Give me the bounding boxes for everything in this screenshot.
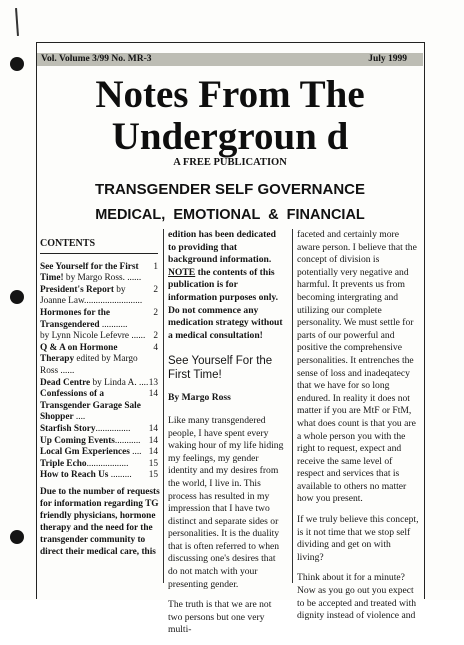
contents-item-page: 2 (153, 307, 158, 318)
article-paragraph: Think about it for a minute? Now as you go out you expect to be accepted and treated with dignity instead of violence and (297, 572, 417, 622)
issue-date: July 1999 (368, 54, 407, 64)
contents-item-leader: by Margo Ross. ...... (63, 273, 142, 284)
contents-item-title: How to Reach Us (40, 470, 109, 481)
contents-item (40, 285, 158, 308)
contents-item (40, 378, 158, 390)
contents-item (40, 459, 158, 471)
contents-item-leader: by Lynn Nicole Lefevre ...... (40, 331, 146, 342)
contents-item-page: 13 (148, 377, 158, 388)
contents-item (40, 262, 158, 285)
contents-item-page: 14 (148, 435, 158, 446)
contents-item-leader: by Linda A. .... (90, 377, 149, 388)
contents-item-title: Up Coming Events (40, 435, 115, 446)
contents-item-title: See Yourself for the First Time! (40, 261, 139, 284)
contents-item-leader: .... (73, 412, 86, 423)
contents-item-leader: ......... (108, 470, 132, 481)
masthead-band (37, 53, 423, 66)
contents-item (40, 308, 158, 331)
contents-item (40, 447, 158, 459)
pen-mark (15, 8, 19, 36)
contents-item-page: 14 (148, 447, 158, 458)
contents-item-page: 2 (153, 284, 158, 295)
newsletter-title-line1: Notes From The (95, 73, 365, 116)
contents-item-leader: ............... (95, 423, 131, 434)
contents-list (40, 262, 158, 482)
tagline: A FREE PUBLICATION (173, 157, 287, 168)
contents-item-leader: by Joanne Law......................... (40, 284, 143, 307)
contents-item (40, 436, 158, 448)
contents-item-leader: edited by Margo Ross ...... (40, 354, 138, 376)
article-title: See Yourself For the First Time! (168, 355, 273, 382)
contents-item (40, 470, 158, 482)
contents-item-title: Local Gm Experiences (40, 447, 130, 458)
binder-hole-top (10, 57, 24, 71)
contents-item-leader: ........... (114, 435, 141, 446)
contents-item-page: 4 (153, 342, 158, 353)
article-column-2 (297, 229, 419, 631)
newsletter-title-line2: Undergroun d (111, 115, 349, 158)
headline-categories: MEDICAL, EMOTIONAL & FINANCIAL (95, 207, 365, 223)
article-paragraph: faceted and certainly more aware person. I believe that the concept of division is potentially very negative and harmful. It prevents us from becoming intergrating and utilizing our complete personality. We must settle for parts of our powerful and positive the comprehensive personalities. It entrenches the sense of loss and inadeqatecy that we have for so long endured. In reality it does not matter if you are MtF or FtM, what does count is that you are a whole person you with the right to request, expect and receive the same level of respect and services that is available to others no matter how you present. (297, 229, 417, 505)
contents-heading: CONTENTS (40, 238, 158, 254)
contents-column (40, 229, 158, 482)
headline-governance: TRANSGENDER SELF GOVERNANCE (94, 181, 366, 198)
contents-item-leader: .... (129, 447, 142, 458)
binder-hole-bottom (10, 530, 24, 544)
intro-note-word: NOTE (168, 266, 196, 278)
article-paragraph: If we truly believe this concept, is it not time that we stop self dividing and get on with living? (297, 514, 419, 563)
contents-item-page: 15 (148, 458, 158, 469)
contents-item-title: Triple Echo (40, 458, 87, 469)
contents-item (40, 343, 158, 378)
editorial-note: Due to the number of requests for information regarding TG friendly physicians, hormone therapy and the need for the transgender community to direct their medical care, this (40, 487, 160, 557)
contents-item (40, 389, 158, 424)
contents-item (40, 424, 158, 436)
intro-paragraph (168, 229, 286, 342)
contents-item-title: Confessions of a Transgender Garage Sale Shopper (40, 389, 141, 423)
contents-item-title: President's Report (40, 284, 114, 295)
contents-item-page: 14 (148, 423, 158, 434)
contents-item-page: 15 (148, 470, 158, 481)
intro-text: edition has been dedicated to providing that background information. (168, 229, 276, 266)
column-divider (163, 229, 164, 583)
contents-item-page: 2 (153, 331, 158, 342)
contents-item-page: 14 (148, 389, 158, 400)
article-paragraph: The truth is that we are not two persons but one very multi- (168, 599, 272, 636)
article-column-1 (168, 229, 286, 645)
contents-item-page: 1 (153, 261, 158, 272)
volume-label: Vol. Volume 3/99 No. MR-3 (41, 54, 152, 64)
column-divider (292, 229, 293, 583)
contents-item (40, 331, 158, 343)
contents-item-leader: ........... (99, 319, 128, 330)
contents-item-title: Starfish Story (40, 423, 96, 434)
intro-text-cont: the contents of this publication is for information purposes only. Do not commence any medication strategy without a medical consultation! (168, 266, 283, 341)
contents-item-title: Dead Centre (40, 377, 91, 388)
article-byline: By Margo Ross (168, 392, 231, 404)
contents-item-title: Q & A on Hormone Therapy (40, 342, 118, 365)
binder-hole-middle (10, 290, 24, 304)
contents-item-leader: .................. (86, 458, 129, 469)
article-paragraph: Like many transgendered people, I have spent every waking hour of my life hiding my feelings, my gender identity and my desires from the world, I live in. This process has resulted in my impression that I have two distinct and separate sides or personalities. It is the duality that is often referred to when discussing one's desires that do not match with your presenting gender. (168, 414, 284, 590)
contents-item-title: Hormones for the Transgendered (40, 307, 111, 330)
